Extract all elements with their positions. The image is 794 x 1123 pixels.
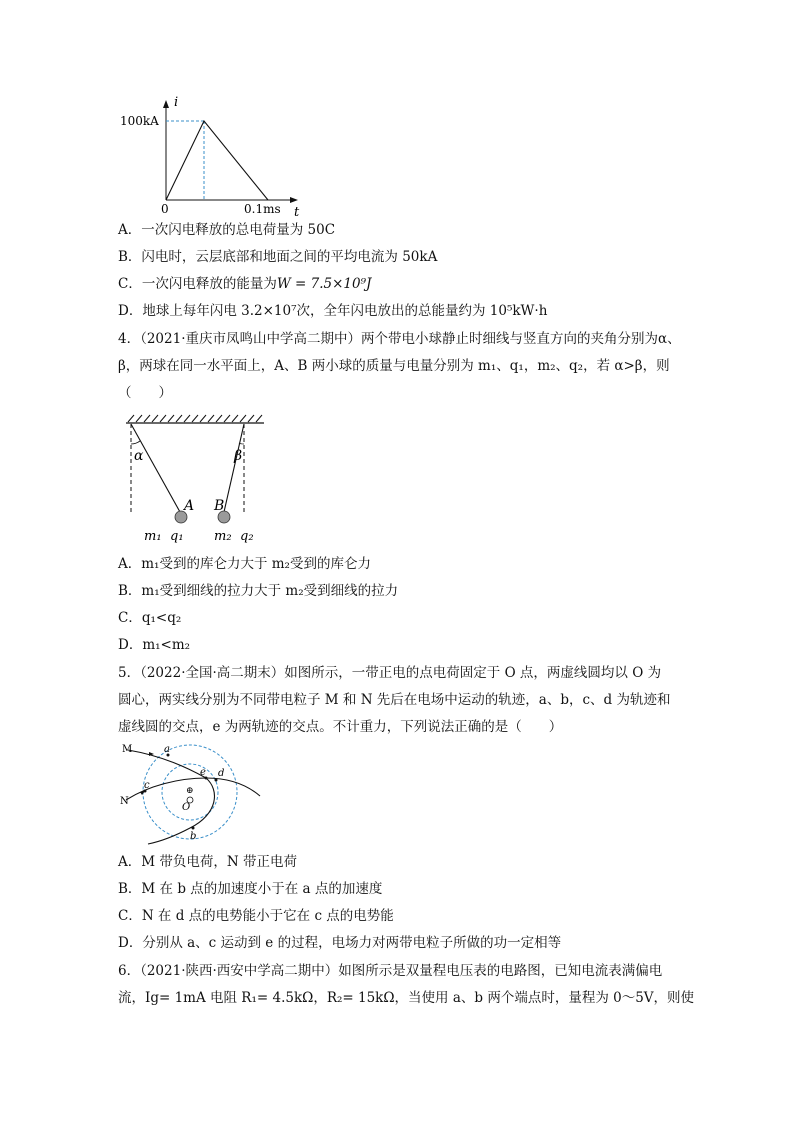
label-d: d <box>218 768 225 779</box>
label-m: M <box>122 744 133 755</box>
q5-stem-line2: 圆心，两实线分别为不同带电粒子 M 和 N 先后在电场中运动的轨迹，a、b，c、d 为轨迹和 <box>118 692 671 708</box>
label-o: O <box>182 802 191 813</box>
q3-option-c-formula: W = 7.5×10⁹J <box>276 276 372 292</box>
q4-stem-line1: 4．（2021·重庆市凤鸣山中学高二期中）两个带电小球静止时细线与竖直方向的夹角分别为α、 <box>118 331 681 347</box>
string-a <box>131 424 180 512</box>
q5-option-d: D．分别从 a、c 运动到 e 的过程，电场力对两带电粒子所做的功一定相等 <box>118 935 562 951</box>
q3-option-a: A．一次闪电释放的总电荷量为 50C <box>118 222 336 238</box>
charge2-label: q₂ <box>240 529 254 544</box>
q4-stem-line2: β，两球在同一水平面上，A、B 两小球的质量与电量分别为 m₁、q₁，m₂、q₂，若 α>β，则 <box>118 358 670 374</box>
charge1-label: q₁ <box>170 529 184 544</box>
label-n: N <box>120 796 129 807</box>
label-b: b <box>190 831 197 842</box>
angle-arc-alpha <box>131 441 140 444</box>
q5-stem-line1: 5．（2022·全国·高二期末）如图所示，一带正电的点电荷固定于 O 点，两虚线圆均以 O 为 <box>118 665 662 681</box>
end-time-label: 0.1ms <box>244 202 281 216</box>
ball-b-label: B <box>214 498 225 514</box>
point-b <box>192 827 195 830</box>
label-c: c <box>144 780 150 791</box>
q4-option-a: A．m₁受到的库仑力大于 m₂受到的库仑力 <box>118 556 371 572</box>
q5-option-b: B．M 在 b 点的加速度小于在 a 点的加速度 <box>118 881 383 897</box>
angle-beta-label: β <box>234 448 243 464</box>
angle-alpha-label: α <box>134 448 144 464</box>
y-axis-arrow <box>163 100 169 108</box>
q4-option-c: C．q₁<q₂ <box>118 610 182 626</box>
q3-option-c-text: C．一次闪电释放的能量为 <box>118 276 277 292</box>
x-axis-arrow <box>290 197 298 203</box>
q3-option-c <box>118 275 371 293</box>
figure-two-charged-balls <box>118 410 278 550</box>
ceiling-hatch <box>128 415 262 422</box>
q4-option-d: D．m₁<m₂ <box>118 637 191 653</box>
mass1-label: m₁ <box>144 529 162 544</box>
q3-option-d: D．地球上每年闪电 3.2×10⁷次，全年闪电放出的总能量约为 10⁵kW·h <box>118 303 548 319</box>
label-e: e <box>200 767 206 778</box>
q6-stem-line2: 流，Ig= 1mA 电阻 R₁= 4.5kΩ，R₂= 15kΩ，当使用 a、b 两个端点时，量程为 0～5V，则使 <box>118 990 695 1006</box>
q4-stem-line3: （ ） <box>118 385 172 401</box>
peak-label: 100kA <box>120 114 159 128</box>
q4-option-b: B．m₁受到细线的拉力大于 m₂受到细线的拉力 <box>118 583 399 599</box>
y-axis-label: i <box>174 95 179 110</box>
x-axis-label: t <box>294 205 300 220</box>
figure-charge-trajectories <box>118 742 278 847</box>
ball-a-label: A <box>184 498 195 514</box>
figure-current-time-graph <box>118 95 308 220</box>
origin-label: 0 <box>161 202 169 216</box>
label-a: a <box>164 744 170 755</box>
q5-option-c: C．N 在 d 点的电势能小于它在 c 点的电势能 <box>118 908 394 924</box>
q3-option-b: B．闪电时，云层底部和地面之间的平均电流为 50kA <box>118 249 438 265</box>
q5-option-a: A．M 带负电荷，N 带正电荷 <box>118 854 297 870</box>
mass2-label: m₂ <box>214 529 232 544</box>
label-plus: ⊕ <box>186 786 194 796</box>
current-triangle-curve <box>166 121 268 200</box>
q5-stem-line3: 虚线圆的交点，e 为两轨迹的交点。不计重力，下列说法正确的是（ ） <box>118 719 563 735</box>
trajectory-m <box>128 750 214 844</box>
angle-arc-beta <box>239 443 244 444</box>
string-b <box>224 424 244 512</box>
q6-stem-line1: 6．（2021·陕西·西安中学高二期中）如图所示是双量程电压表的电路图，已知电流表满偏电 <box>118 963 663 979</box>
